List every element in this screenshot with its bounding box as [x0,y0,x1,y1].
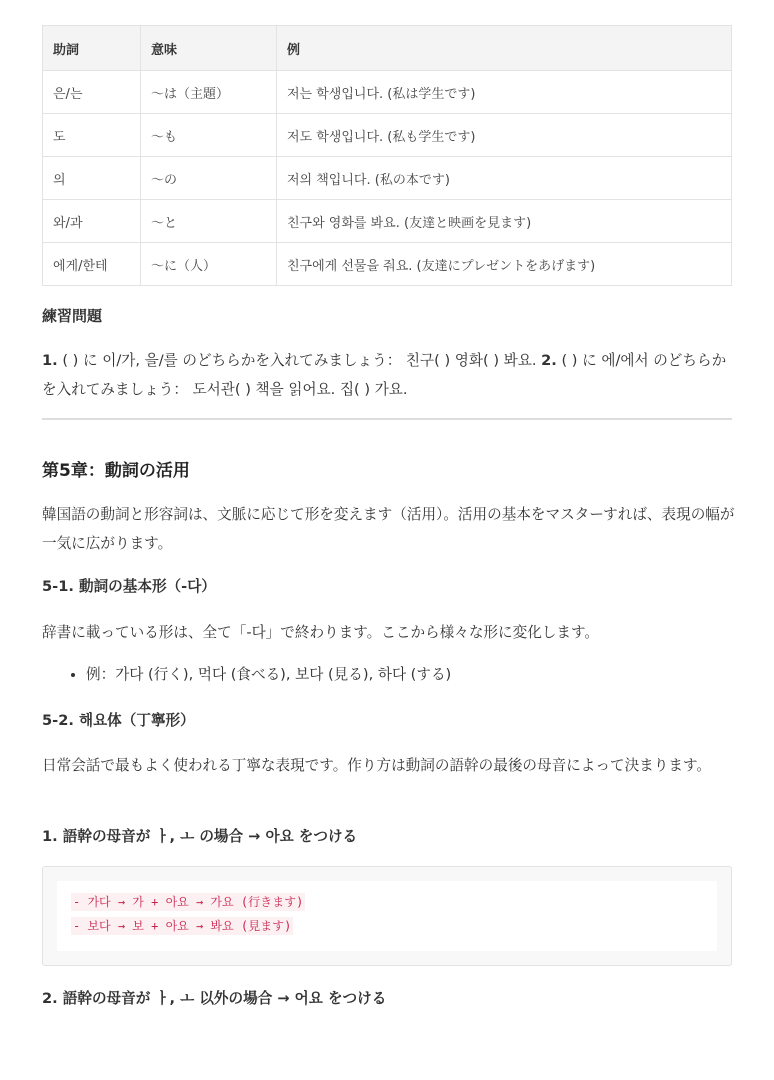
rule-1-heading: 1. 語幹の母音が ㅏ, ㅗ の場合 → 아요 をつける [42,828,358,845]
cell-example: 친구와 영화를 봐요. (友達と映画を見ます) [277,200,732,243]
section-5-1-heading: 5-1. 動詞の基本形（-다） [42,578,216,595]
section-5-2-text: 日常会話で最もよく使われる丁寧な表現です。作り方は動詞の語幹の最後の母音によって決まります。 [42,757,711,774]
code-line: - 보다 → 보 + 아요 → 봐요 (見ます) [73,919,292,933]
chapter-intro: 韓国語の動詞と形容詞は、文脈に応じて形を変えます（活用）。活用の基本をマスターすれば、表現の幅が一気に広がります。 [42,506,735,552]
cell-meaning: 〜に（人） [141,243,277,286]
section-divider [42,418,732,420]
question-2-text: ( ) に 에/에서 のどちらかを入れてみましょう： 도서관( ) 책을 읽어요. 집( ) 가요. [42,352,727,398]
cell-particle: 와/과 [43,200,141,243]
particles-table [42,25,732,286]
cell-particle: 은/는 [43,71,141,114]
code-block-inner [57,881,717,951]
example-list [62,660,451,689]
cell-particle: 에게/한테 [43,243,141,286]
table-row [43,157,732,200]
exercise-questions [42,346,737,404]
list-item: • 例：가다 (行く), 먹다 (食べる), 보다 (見る), 하다 (する) [86,660,451,689]
table-row [43,243,732,286]
chapter-title: 第5章：動詞の活用 [42,461,190,481]
exercise-heading: 練習問題 [42,307,103,325]
question-1-text: ( ) に 이/가, 을/를 のどちらかを入れてみましょう： 친구( ) 영화( ) 봐요. [57,352,542,369]
section-5-1-text: 辞書に載っている形は、全て「-다」で終わります。ここから様々な形に変化します。 [42,624,599,641]
header-particle: 助詞 [43,26,141,71]
table-row [43,200,732,243]
cell-example: 저는 학생입니다. (私は学生です) [277,71,732,114]
cell-example: 저의 책입니다. (私の本です) [277,157,732,200]
cell-meaning: 〜の [141,157,277,200]
cell-particle: 의 [43,157,141,200]
cell-example: 친구에게 선물을 줘요. (友達にプレゼントをあげます) [277,243,732,286]
question-1-number: 1. [42,352,58,369]
cell-meaning: 〜も [141,114,277,157]
cell-particle: 도 [43,114,141,157]
code-block [42,866,732,966]
header-example: 例 [277,26,732,71]
header-meaning: 意味 [141,26,277,71]
rule-2-heading: 2. 語幹の母音が ㅏ, ㅗ 以外の場合 → 어요 をつける [42,990,387,1007]
code-line: - 가다 → 가 + 아요 → 가요 (行きます) [73,895,304,909]
cell-example: 저도 학생입니다. (私も学生です) [277,114,732,157]
table-header-row [43,26,732,71]
section-5-2-heading: 5-2. 해요体（丁寧形） [42,712,195,729]
cell-meaning: 〜は（主題） [141,71,277,114]
table-row [43,71,732,114]
cell-meaning: 〜と [141,200,277,243]
table-row [43,114,732,157]
question-2-number: 2. [541,352,557,369]
